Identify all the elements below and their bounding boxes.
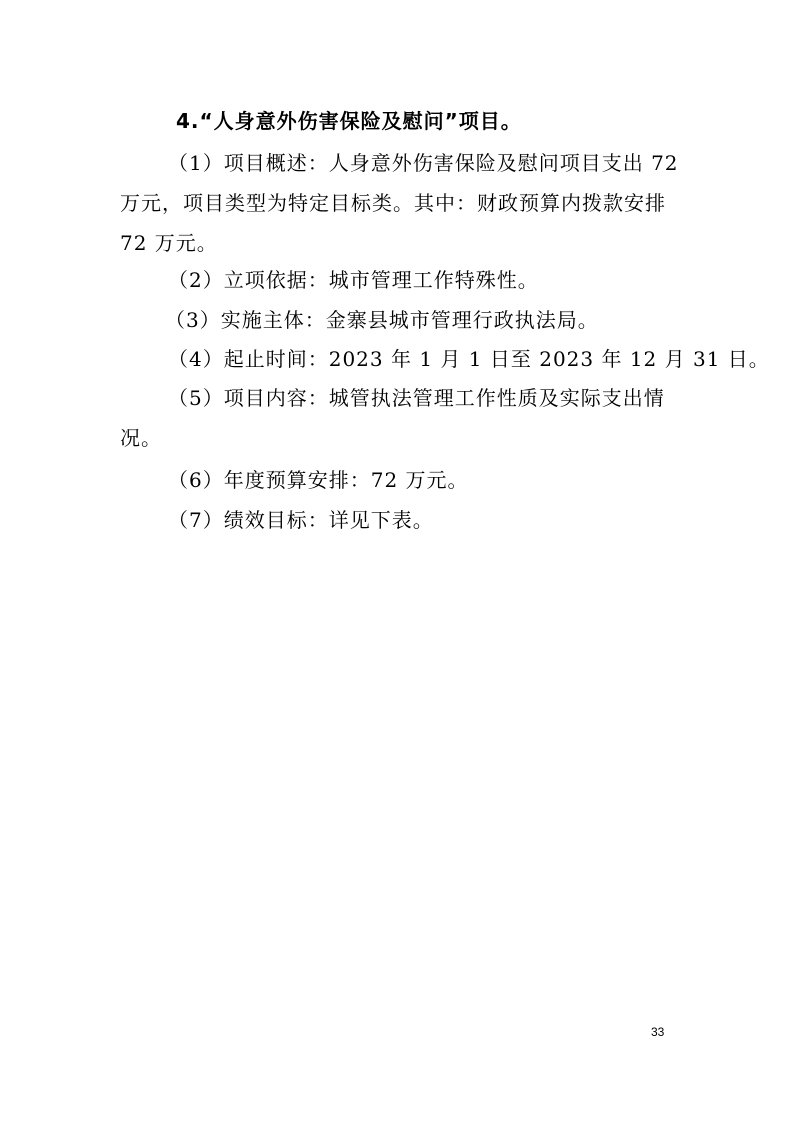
paragraph-overview-line-1: （1）项目概述：人身意外伤害保险及慰问项目支出 72 [168, 151, 679, 175]
section-heading: 4.“人身意外伤害保险及慰问”项目。 [176, 109, 522, 133]
paragraph-content-line-1: （5）项目内容：城管执法管理工作性质及实际支出情 [168, 386, 665, 410]
paragraph-basis: （2）立项依据：城市管理工作特殊性。 [168, 268, 539, 292]
paragraph-implementer: （3）实施主体：金寨县城市管理行政执法局。 [165, 308, 599, 332]
paragraph-period: （4）起止时间：2023 年 1 月 1 日至 2023 年 12 月 31 日。 [168, 347, 770, 371]
paragraph-content-line-2: 况。 [120, 426, 162, 450]
paragraph-overview-line-3: 72 万元。 [120, 231, 218, 255]
paragraph-overview-line-2: 万元，项目类型为特定目标类。其中：财政预算内拨款安排 [120, 191, 666, 215]
paragraph-budget: （6）年度预算安排：72 万元。 [168, 468, 469, 492]
paragraph-performance-goal: （7）绩效目标：详见下表。 [168, 508, 434, 532]
page-number: 33 [651, 1025, 665, 1039]
